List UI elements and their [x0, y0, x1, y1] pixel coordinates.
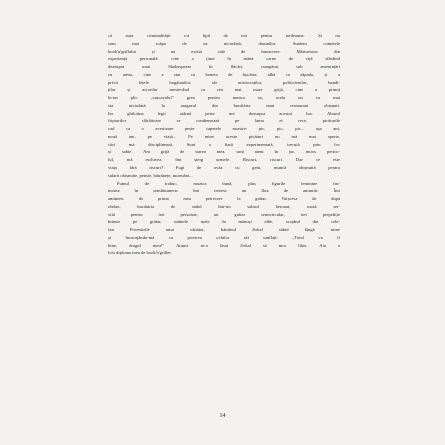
text-line: întinse pe grătar, mâinile mele în mănuși albe, scoțând din cele-	[108, 219, 340, 225]
text-line: fost diploma mea de book'n'griller.	[108, 250, 172, 256]
text-line: cu arma, cine a stat cu boneta de bucătar, albă ca zăpada, și a	[108, 71, 340, 77]
text-line: som mai scăpa de ea niciodată, domnilor. Suntem cometele	[108, 40, 340, 46]
text-line: și încurajându-mă cu privirea ochilor săi umflați: „Totul va fi	[108, 234, 340, 240]
text-line: nouă ani, pe viață... Pe mine aceste picături nu mă mai sperie,	[108, 133, 340, 139]
text-line: că aura criminalității s-a lipit de noi pentru totdeauna. Și nu	[108, 33, 340, 38]
text-line: vită pentru trei persoane, un grătar semicircular, trei prepeliție	[108, 211, 340, 217]
text-line: lul, mă eschivez, îmi șterg urmele. Riscuri, riscuri. Dar ce este	[108, 157, 340, 163]
text-line: fripturilor sfârâitoare se condensează pe lama ei rece, picăturile	[108, 118, 340, 124]
text-line: Fumul de trabuc, muzica bună, plus figurile feminine fru-	[117, 180, 340, 186]
paragraph-2	[108, 180, 340, 258]
text-line: ților și actorilor mestecând cu cea mai mare grijă, cine a primit	[108, 87, 340, 93]
text-line: viața fără riscuri? Fugi de ovăz cu gem, muncă obișnuită pentru	[108, 165, 340, 171]
text-line: salarii obișnuite, pensie, bătrânețe, mormânt...	[108, 172, 193, 178]
text-line: bine, dragul meu!” Atunci m-a lăsat Zokal să mor liber. Aia a	[108, 242, 340, 248]
paragraph-1	[108, 32, 340, 180]
text-line: privit fețele bogătanilor, ale aristocraților, politicienilor, bandi-	[108, 79, 340, 85]
text-line: Iar ghilotina legii atârnă peste noi deasupra acestui lux. Aburul	[108, 110, 340, 116]
text-line: moase în semiîntuneric îmi trezesc un flux de amintiri. Îmi	[108, 188, 340, 194]
text-line: experiență personală: cine a ținut în mână carne de viță sfârâind	[108, 56, 340, 62]
text-line: deasupra unui Shakespeare în flăcări, cumpărat sub amenințări	[108, 64, 340, 70]
page-number: 14	[219, 413, 226, 419]
text-line: în-un plic „cașcavalul” greu pentru munca sa, acela nu va mai	[108, 95, 340, 101]
text-line: cad ca o avertizare peste capetele noastre: pic, pic, pic... așa ani,	[108, 126, 340, 132]
text-line: book'n'grillului și nu există cale de întoarcere. Mărturisesc din	[108, 48, 340, 54]
text-line: război, bucătăria de stabd într-un subsol betonat, masă ser-	[108, 203, 340, 209]
text-line: căci mă disciplinează. Sunt o fiară experimentată, trecută prin foc	[108, 141, 340, 147]
body-text	[108, 32, 340, 257]
text-line: sta niciodată la aragazul din bucătăria unui restaurant obișnuit.	[108, 102, 340, 108]
text-line: fan Povestirile unui vânător, bătrânul Zokal stând lângă mine	[108, 227, 340, 233]
text-line: amintesc de prima mea petrecere la grătar. Varșovia de după	[108, 196, 340, 202]
text-line: și sabie. Am grijă de starea mea, sunt atent în jur, miros perico-	[108, 149, 340, 155]
